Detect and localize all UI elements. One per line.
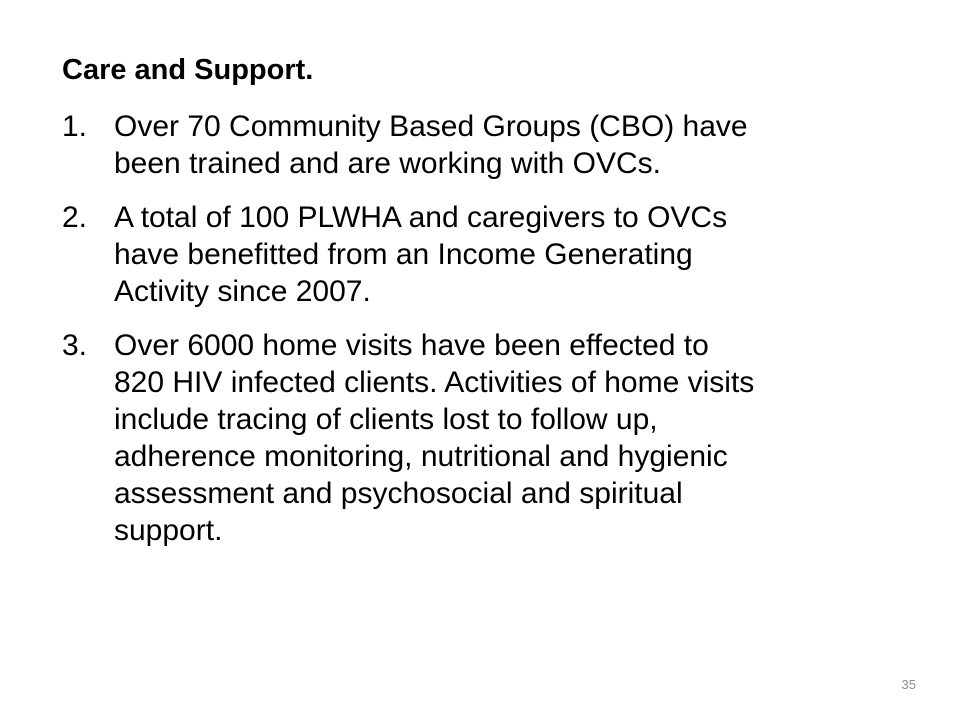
list-item-text: Over 6000 home visits have been effected to 820 HIV infected clients. Activities of home visits include tracing of clients lost to follow up, adherence monitoring, nutritional and hygienic assessment and psychosocial and spiritual support. — [114, 329, 755, 547]
list-item — [62, 108, 922, 182]
slide-heading: Care and Support. — [62, 54, 314, 86]
list-item-number: 2. — [62, 201, 88, 234]
list-item — [62, 327, 922, 549]
list-item-text: Over 70 Community Based Groups (CBO) have been trained and are working with OVCs. — [114, 110, 748, 180]
list-item-text: A total of 100 PLWHA and caregivers to OVCs have benefitted from an Income Generating Activity since 2007. — [114, 201, 728, 308]
list-item-number: 1. — [62, 110, 88, 143]
list-item — [62, 199, 922, 310]
page-number: 35 — [901, 677, 916, 692]
numbered-list — [62, 108, 922, 566]
list-item-number: 3. — [62, 329, 88, 362]
